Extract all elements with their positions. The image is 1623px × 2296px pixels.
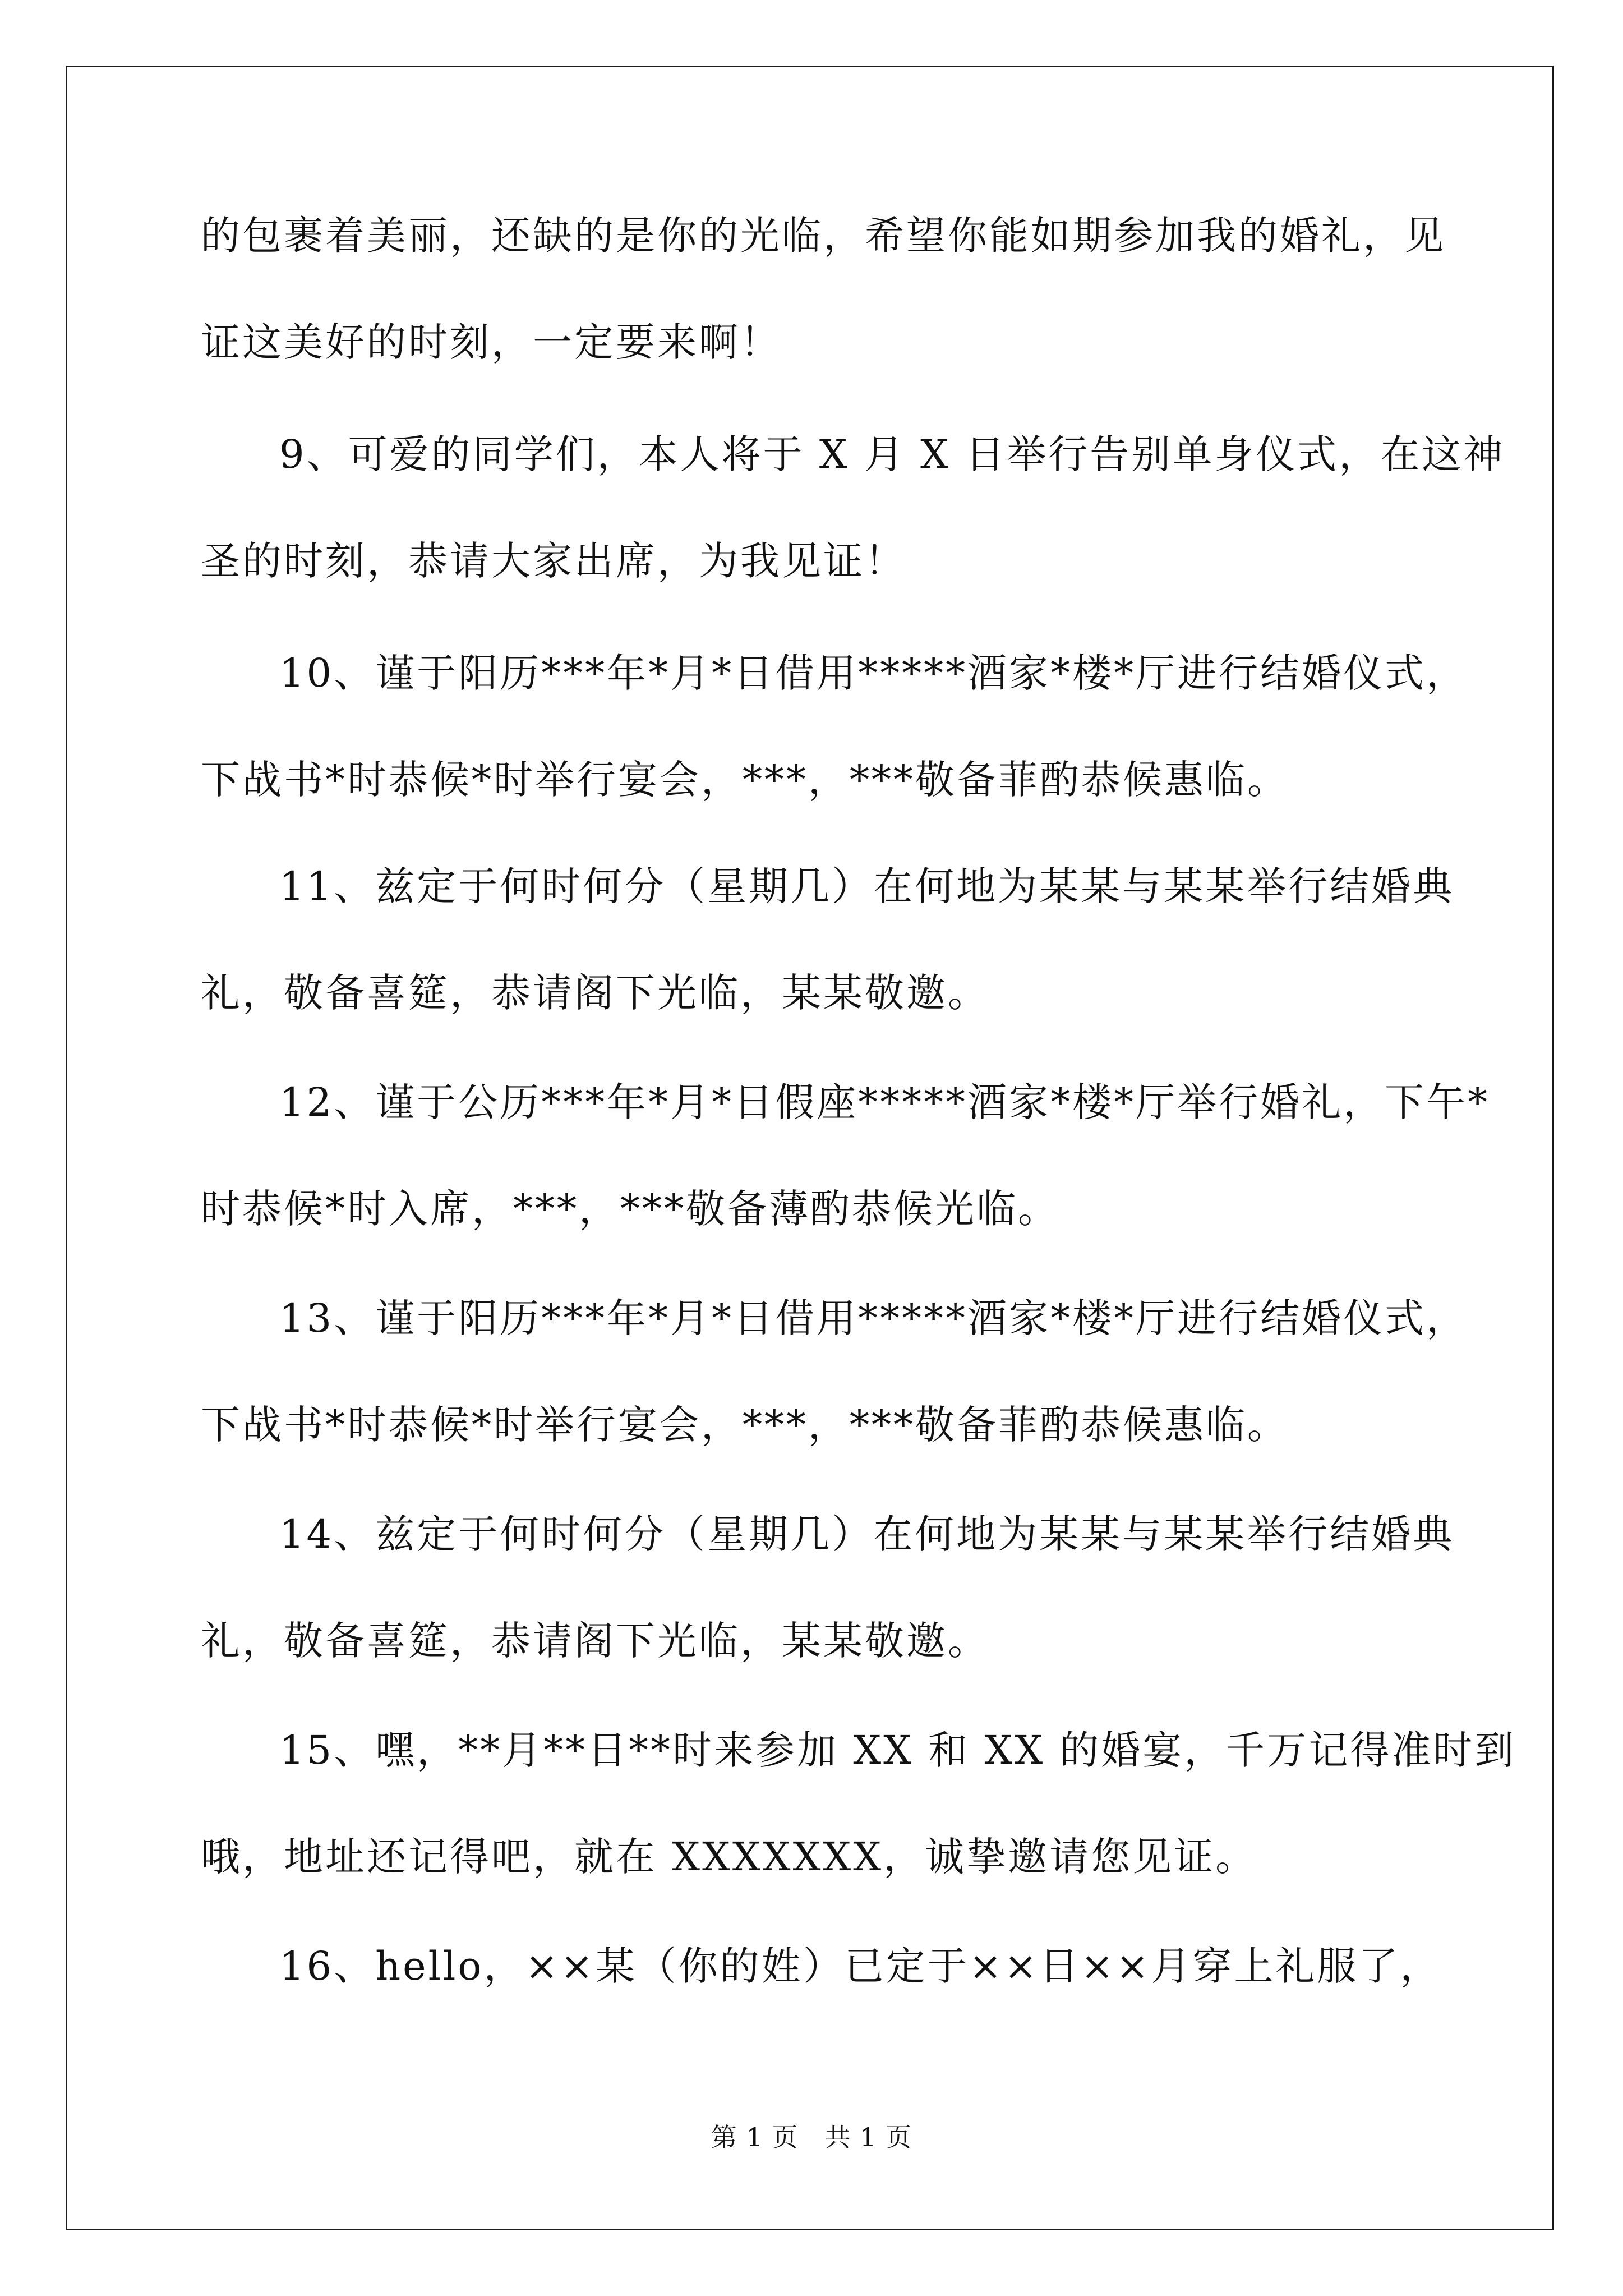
text-line: 哦，地址还记得吧，就在 XXXXXXX，诚挚邀请您见证。 <box>201 1834 1257 1880</box>
text-line: 圣的时刻，恭请大家出席，为我见证！ <box>201 538 906 584</box>
paragraph-11-line: 11、兹定于何时何分（星期几）在何地为某某与某某举行结婚典 <box>279 863 1455 909</box>
text-line: 下战书*时恭候*时举行宴会，***，***敬备菲酌恭候惠临。 <box>201 1402 1289 1448</box>
paragraph-13-line: 13、谨于阳历***年*月*日借用*****酒家*楼*厅进行结婚仪式， <box>279 1295 1468 1341</box>
page-number-footer: 第 1 页 共 1 页 <box>711 2122 912 2152</box>
paragraph-9-line: 9、可爱的同学们，本人将于 X 月 X 日举行告别单身仪式，在这神 <box>279 431 1505 477</box>
text-line: 礼，敬备喜筵，恭请阁下光临，某某敬邀。 <box>201 970 989 1016</box>
text-line: 的包裹着美丽，还缺的是你的光临，希望你能如期参加我的婚礼，见 <box>201 213 1446 259</box>
text-line: 时恭候*时入席，***，***敬备薄酌恭候光临。 <box>201 1186 1059 1232</box>
text-line: 下战书*时恭候*时举行宴会，***，***敬备菲酌恭候惠临。 <box>201 757 1289 803</box>
paragraph-10-line: 10、谨于阳历***年*月*日借用*****酒家*楼*厅进行结婚仪式， <box>279 650 1468 696</box>
paragraph-12-line: 12、谨于公历***年*月*日假座*****酒家*楼*厅举行婚礼，下午* <box>279 1079 1490 1125</box>
paragraph-16-line: 16、hello，××某（你的姓）已定于××日××月穿上礼服了， <box>279 1943 1442 1989</box>
text-line: 礼，敬备喜筵，恭请阁下光临，某某敬邀。 <box>201 1618 989 1664</box>
text-line: 证这美好的时刻，一定要来啊！ <box>201 319 782 365</box>
paragraph-14-line: 14、兹定于何时何分（星期几）在何地为某某与某某举行结婚典 <box>279 1511 1455 1557</box>
paragraph-15-line: 15、嘿，**月**日**时来参加 XX 和 XX 的婚宴，千万记得准时到 <box>279 1727 1516 1773</box>
page-border <box>66 66 1554 2230</box>
